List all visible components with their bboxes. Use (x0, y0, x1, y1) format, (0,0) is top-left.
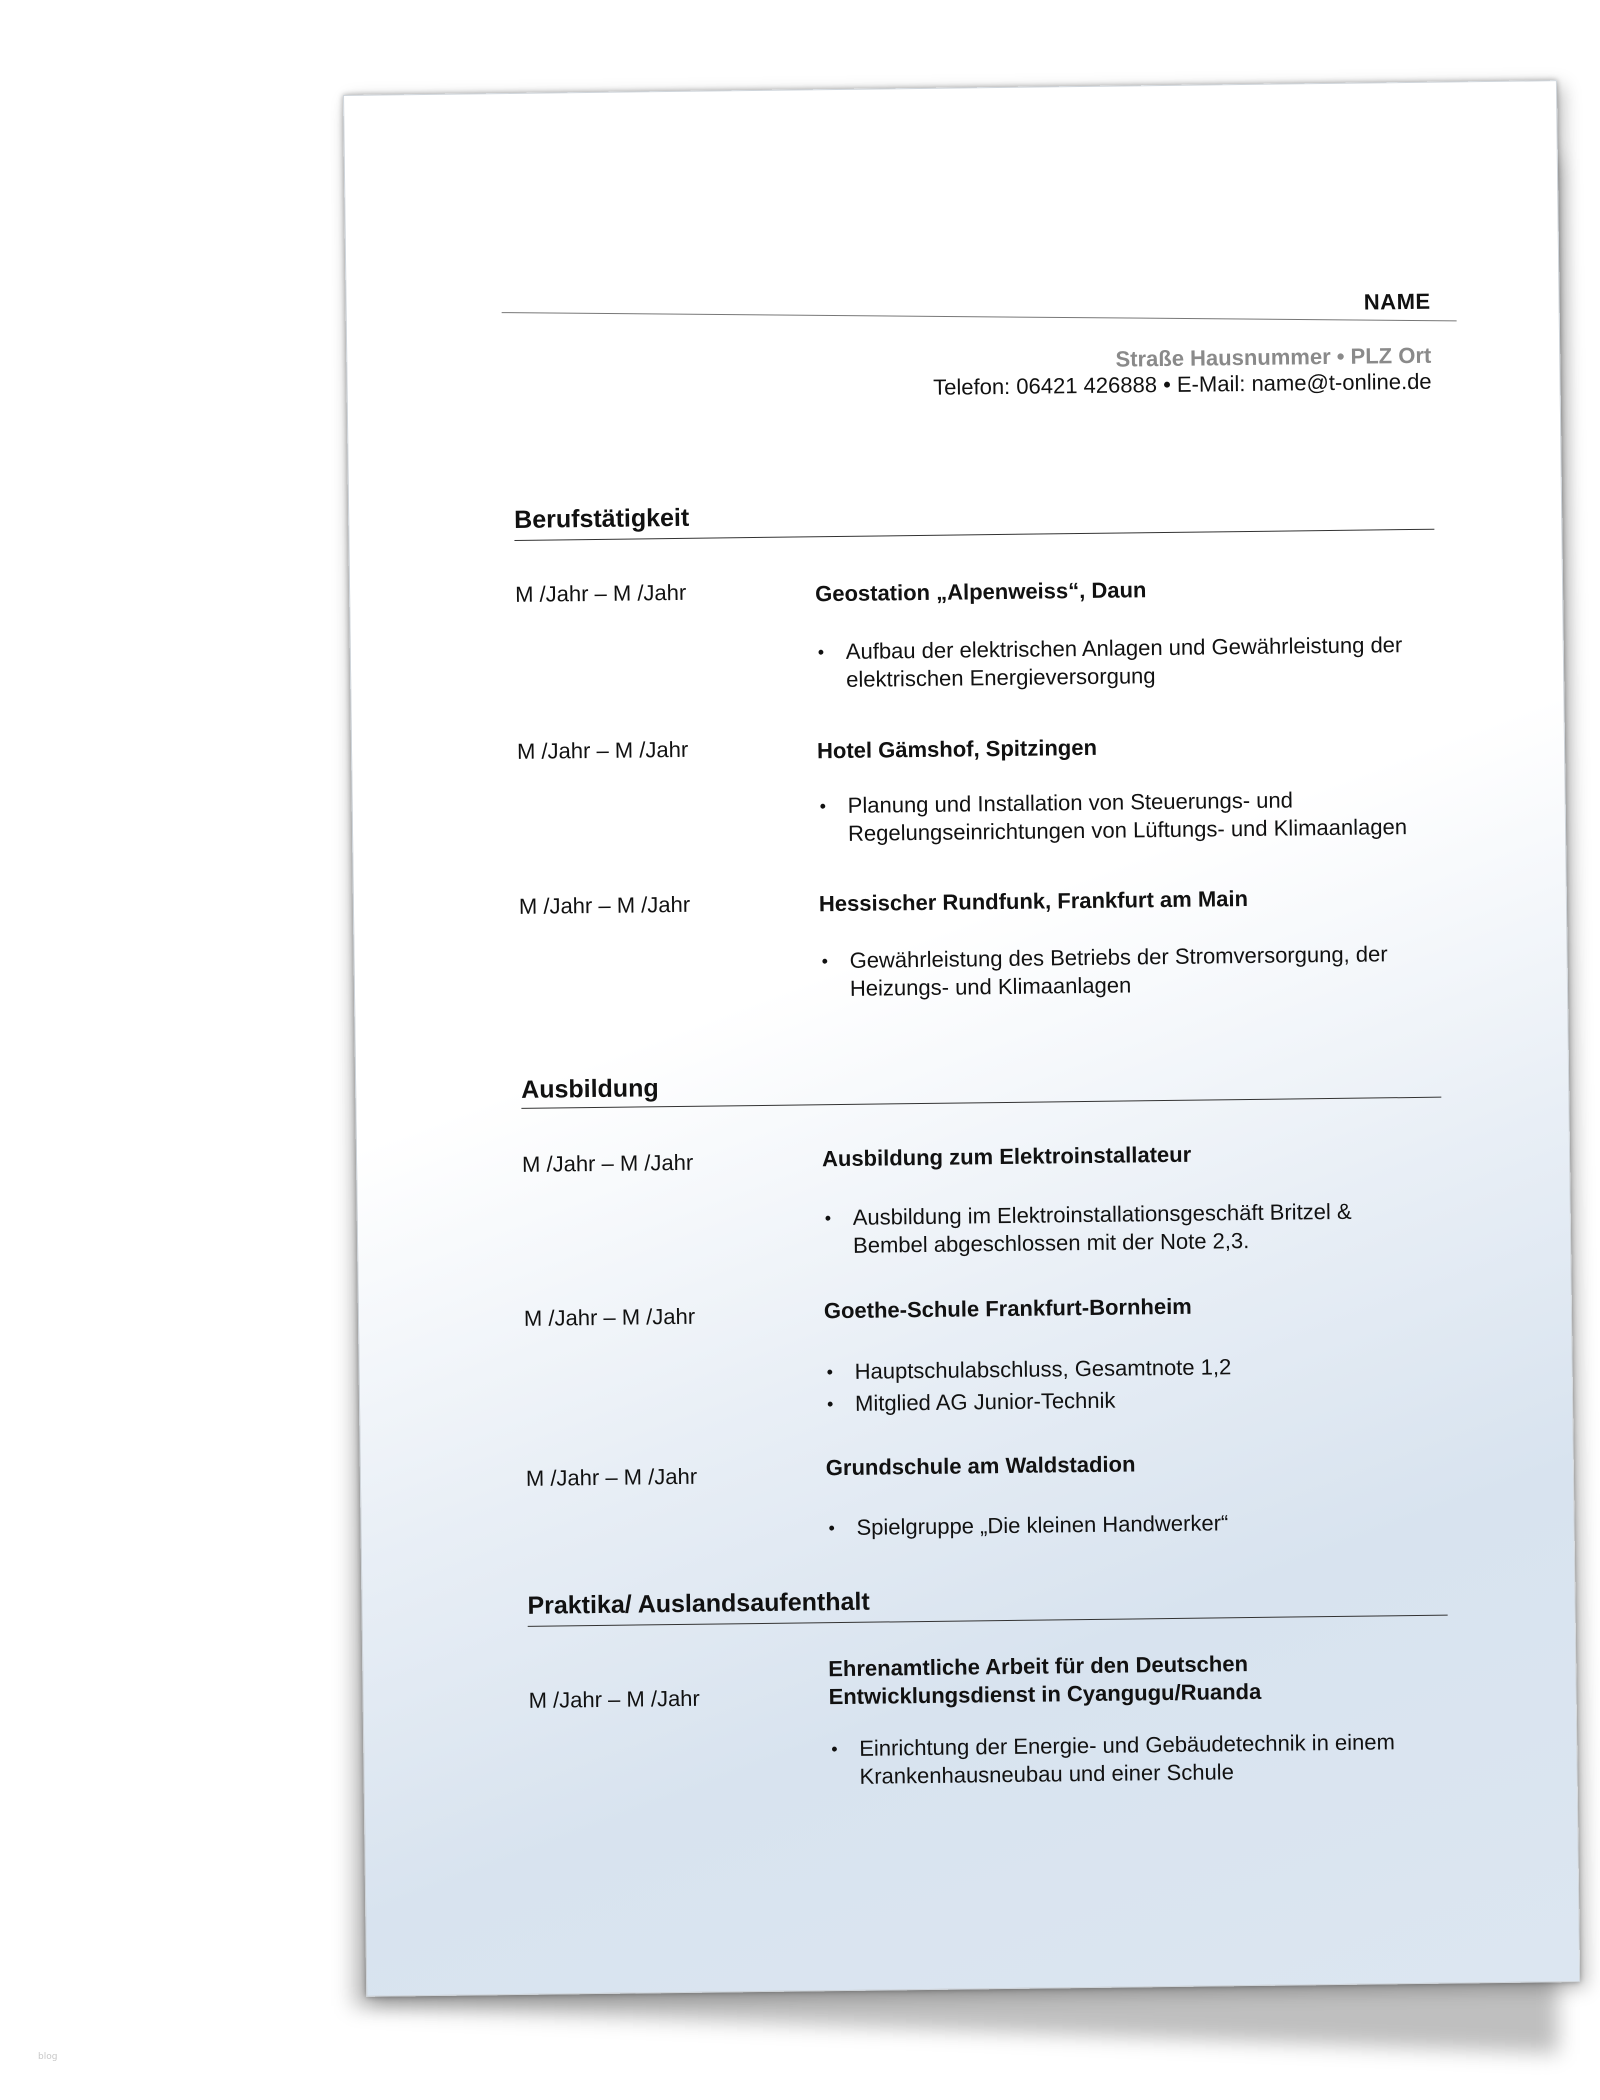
entry-title: Grundschule am Waldstadion (825, 1451, 1136, 1481)
entry-bullets (829, 1728, 1430, 1795)
header-rule (502, 312, 1457, 321)
bullet-item: • Hauptschulabschluss, Gesamtnote 1,2 (824, 1351, 1424, 1386)
bullet-item: • Ausbildung im Elektroinstallationsgeschäft Britzel & Bembel abgeschlossen mit der Note 2,3. (823, 1197, 1424, 1260)
entry-bullets (818, 785, 1419, 852)
entry-date: M /Jahr – M /Jahr (518, 891, 691, 919)
applicant-address: Straße Hausnummer • PLZ Ort (1115, 342, 1432, 372)
entry-date: M /Jahr – M /Jahr (521, 1149, 694, 1177)
bullet-item: • Aufbau der elektrischen Anlagen und Gewährleistung der elektrischen Energieversorgung (816, 631, 1417, 694)
entry-title: Ausbildung zum Elektroinstallateur (821, 1141, 1192, 1172)
entry-bullets (819, 940, 1420, 1007)
watermark-text: blog (38, 2052, 58, 2062)
cv-document-page (343, 80, 1580, 1997)
section-rule (521, 1097, 1441, 1109)
entry-date: M /Jahr – M /Jahr (528, 1685, 700, 1713)
entry-bullets (826, 1507, 1426, 1546)
entry-title: Hotel Gämshof, Spitzingen (816, 734, 1098, 764)
entry-bullets (823, 1197, 1424, 1264)
entry-date: M /Jahr – M /Jahr (514, 579, 687, 607)
bullet-item: • Spielgruppe „Die kleinen Handwerker“ (826, 1507, 1426, 1542)
section-title-berufstaetigkeit: Berufstätigkeit (514, 503, 690, 534)
entry-title: Ehrenamtliche Arbeit für den Deutschen Entwicklungsdienst in Cyangugu/Ruanda (828, 1651, 1262, 1710)
entry-date: M /Jahr – M /Jahr (525, 1463, 698, 1491)
entry-date: M /Jahr – M /Jahr (523, 1303, 696, 1331)
entry-title: Goethe-Schule Frankfurt-Bornheim (823, 1293, 1192, 1324)
section-title-ausbildung: Ausbildung (520, 1074, 659, 1104)
applicant-contact: Telefon: 06421 426888 • E-Mail: name@t-online.de (932, 368, 1432, 400)
bullet-item: • Einrichtung der Energie- und Gebäudetechnik in einem Krankenhausneubau und einer Schule (829, 1728, 1430, 1791)
entry-title: Hessischer Rundfunk, Frankfurt am Main (818, 886, 1249, 917)
entry-bullets (816, 631, 1417, 698)
entry-title: Geostation „Alpenweiss“, Daun (814, 577, 1147, 607)
entry-date: M /Jahr – M /Jahr (516, 736, 689, 764)
page-content (344, 81, 1579, 1996)
section-title-praktika: Praktika/ Auslandsaufenthalt (527, 1587, 870, 1620)
bullet-item: • Planung und Installation von Steuerungs- und Regelungseinrichtungen von Lüftungs- und Klimaanlagen (818, 785, 1419, 848)
entry-bullets (824, 1351, 1425, 1422)
bullet-item: • Mitglied AG Junior-Technik (825, 1383, 1425, 1418)
applicant-name: NAME (1363, 288, 1431, 315)
bullet-item: • Gewährleistung des Betriebs der Stromversorgung, der Heizungs- und Klimaanlagen (819, 940, 1420, 1003)
